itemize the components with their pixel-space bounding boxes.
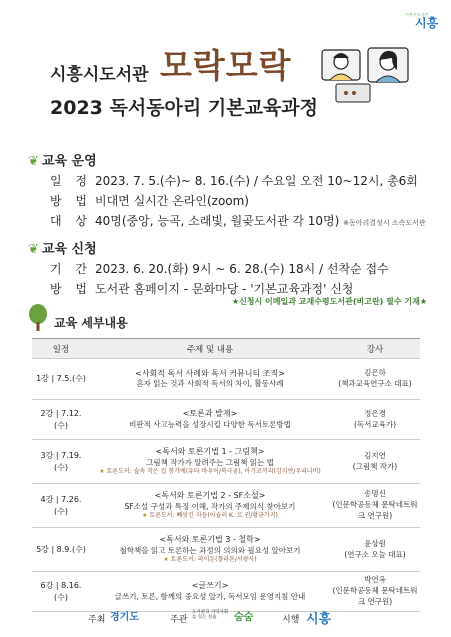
target-note: ※동아리결성시 소속도서관 [343,219,426,227]
application-note: ★신청시 이메일과 교재수령도서관(비고란) 필수 기재★ [231,297,427,306]
title-brand: 모락모락 [160,46,292,85]
book-hint: ★ 토론도서: 숲속 작은 집 창가에(유타 바우어/북극곰), 아기코끼리(김지연/우리나비) [92,468,328,477]
col-date-header: 일정 [32,339,90,359]
gyeonggi-logo: 경기도 [110,612,139,623]
book-hint: ★ 토론도서: 파이돈(플라톤/서광사) [92,556,328,565]
table-row: 4강 | 7.26.(수) <독서와 토론기법 2 - SF소설> SF소설 구성과 특징 이해, 작가의 주제의식 찾아보기 ★ 토론도서: 빼앗긴 자들(어슐러 K. 르 귄/황금가지) 송명신 (인문학공동체 문탁네트워크 연구원) [32,484,420,528]
organizer-logo: 숨숨 [234,612,254,623]
operation-schedule-row: 일 정 2023. 7. 5.(수)~ 8. 16.(수) / 수요일 오전 10~12시, 총6회 [50,174,418,188]
leaf-icon: ❦ [28,242,39,257]
table-row: 6강 | 8.16.(수) <글쓰기> 글쓰기, 토론, 함께의 중요성 알기, 독서모임 운영지침 안내 박연옥 (인문학공동체 문탁네트워크 연구원) [32,572,420,612]
tree-icon [28,304,48,332]
logo-big-text: 시흥 [415,16,439,30]
host-label: 주최 [88,615,106,625]
table-row: 5강 | 8.9.(수) <독서와 토론기법 3 - 철학> 철학책을 읽고 토론하는 과정의 의의와 필요성 알아보기 ★ 토론도서: 파이돈(플라톤/서광사) 윤상원 (연구소 오늘 대표) [32,528,420,572]
book-hint: ★ 토론도서: 빼앗긴 자들(어슐러 K. 르 귄/황금가지) [92,512,328,521]
siheung-library-logo [405,8,441,30]
details-heading: 교육 세부내용 [54,316,128,330]
title-program: 2023 독서동아리 기본교육과정 [50,97,319,119]
table-row: 3강 | 7.19.(수) <독서와 토론기법 1 - 그림책> 그림책 작가가 알려주는 그림책 읽는 법 ★ 토론도서: 숲속 작은 집 창가에(유타 바우어/북극곰), 아기코끼리(김지연/우리나비) 김지연 (그림책 작가) [32,440,420,484]
table-header-row [32,339,420,359]
operation-heading: ❦ 교육 운영 [28,154,97,169]
col-instructor-header: 강사 [330,339,420,359]
col-topic-header: 주제 및 내용 [90,339,330,359]
application-period-row: 기 간 2023. 6. 20.(화) 9시 ~ 6. 28.(수) 18시 / 선착순 접수 [50,262,389,276]
title-library: 시흥시도서관 [50,65,149,85]
operation-target-row: 대 상 40명(중앙, 능곡, 소래빛, 월곶도서관 각 10명) ※동아리결성시 소속도서관 [50,214,426,228]
application-heading: ❦ 교육 신청 [28,242,97,257]
application-method-row: 방 법 도서관 홈페이지 - 문화마당 - '기본교육과정' 신청 [50,282,354,296]
logo-small-text: 시흥시도서관 [405,12,429,17]
video-call-illustration-icon [320,44,412,106]
organizer-label: 주관 [170,615,188,625]
operation-method-row: 방 법 비대면 실시간 온라인(zoom) [50,194,249,208]
organizer-text: 도서관과 지역사회를 잇는 실습 [192,610,229,621]
siheung-logo: 시흥 [306,612,332,627]
table-row: 1강 | 7.5.(수) <사회적 독서 사례와 독서 커뮤니티 조직> 혼자 읽는 것과 사회적 독서의 차이, 활동사례 김은하 (책과교육연구소 대표) [32,359,420,400]
leaf-icon: ❦ [28,154,39,169]
footer [0,604,451,632]
curriculum-table [32,338,420,612]
table-row: 2강 | 7.12.(수) <토론과 발제> 비판적 사고능력을 성장시킬 다양한 독서토론방법 정은경 (독서교육가) [32,400,420,440]
operator-label: 시행 [282,615,300,625]
